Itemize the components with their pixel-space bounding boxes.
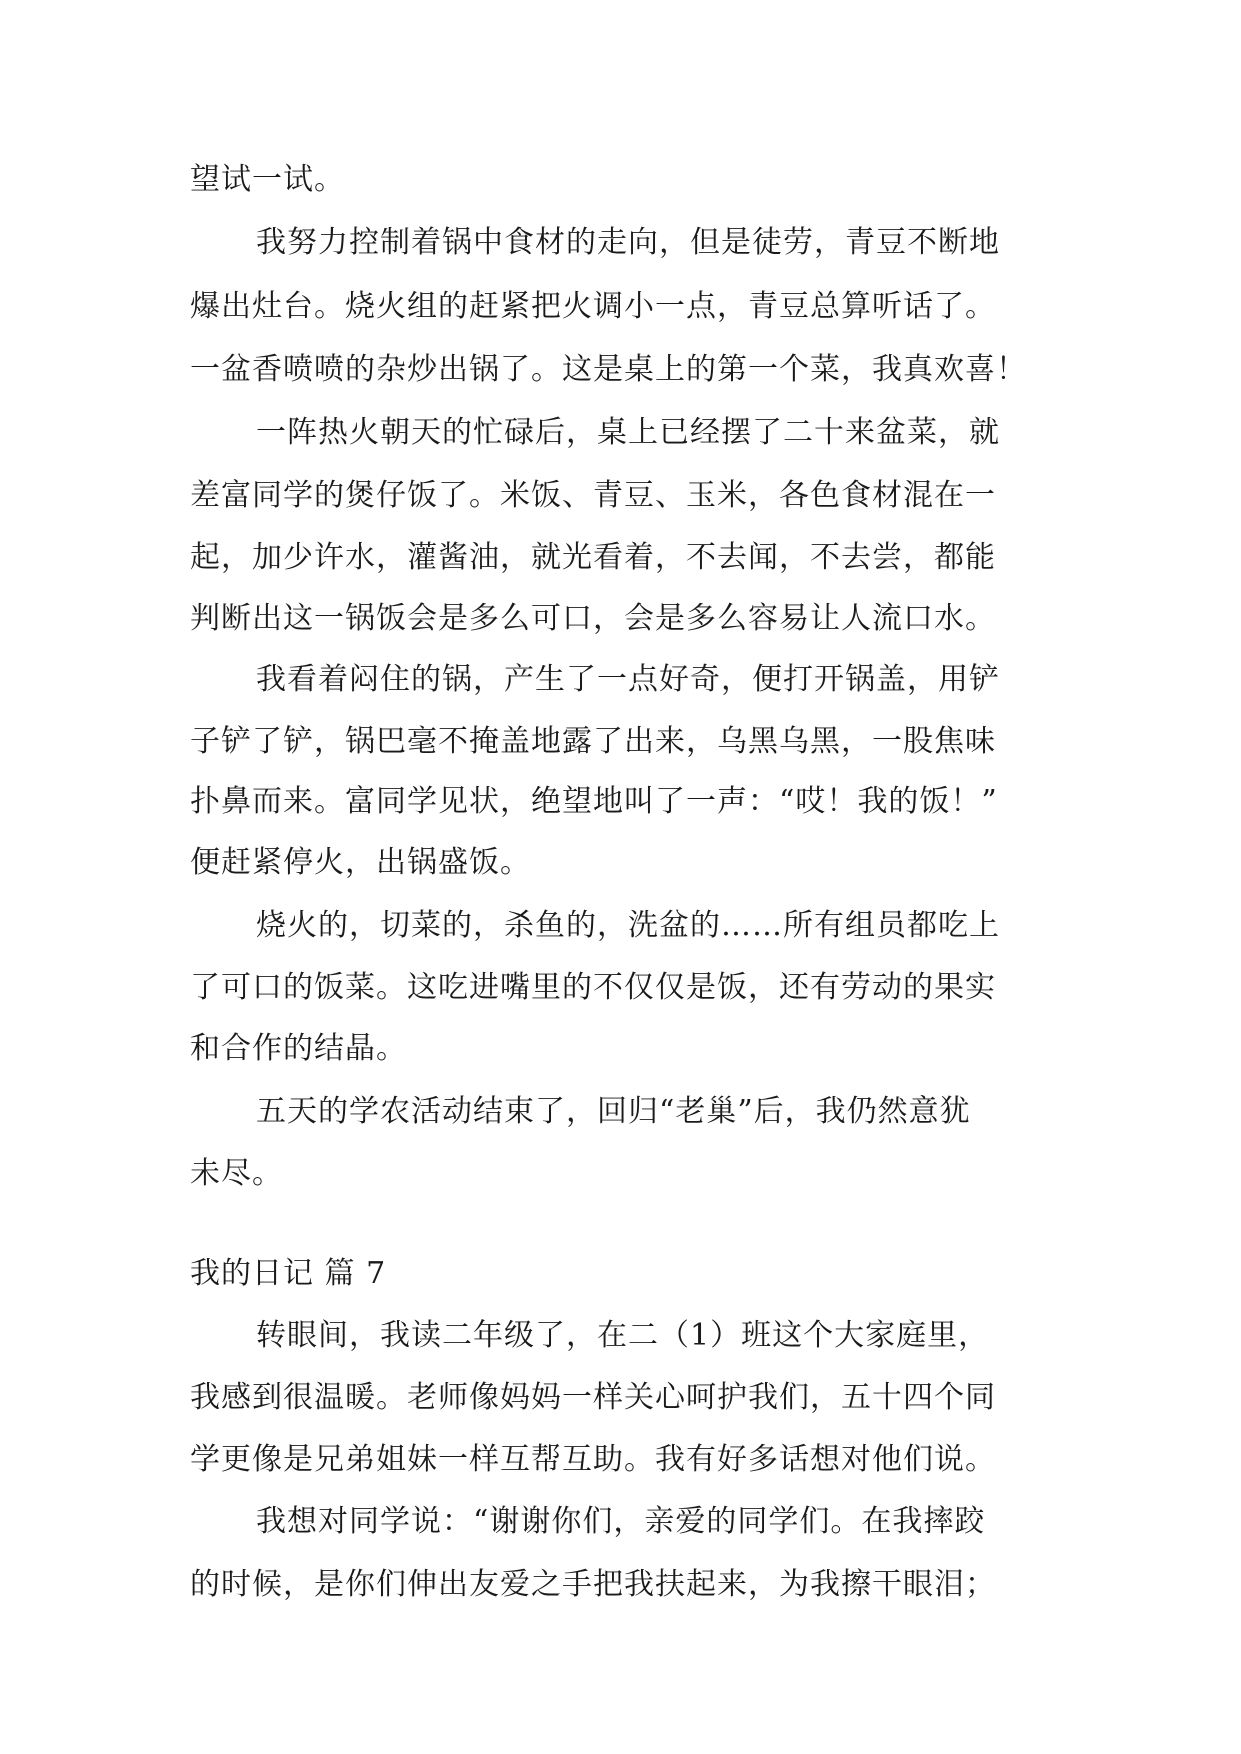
text-line: 便赶紧停火，出锅盛饭。 <box>190 845 531 880</box>
paragraph-start-line: 烧火的，切菜的，杀鱼的，洗盆的……所有组员都吃上 <box>256 908 1000 943</box>
paragraph-start-line: 我想对同学说：“谢谢你们，亲爱的同学们。在我摔跤 <box>256 1504 986 1539</box>
text-line: 扑鼻而来。富同学见状，绝望地叫了一声：“哎！我的饭！” <box>190 784 998 819</box>
paragraph-start-line: 转眼间，我读二年级了，在二（1）班这个大家庭里， <box>256 1318 990 1353</box>
paragraph-start-line: 我看着闷住的锅，产生了一点好奇，便打开锅盖，用铲 <box>256 662 1000 697</box>
text-line: 望试一试。 <box>190 162 345 197</box>
text-line: 和合作的结晶。 <box>190 1031 407 1066</box>
paragraph-start-line: 五天的学农活动结束了，回归“老巢”后，我仍然意犹 <box>256 1094 971 1129</box>
text-line: 一盆香喷喷的杂炒出锅了。这是桌上的第一个菜，我真欢喜！ <box>190 352 1027 387</box>
section-heading: 我的日记 篇 7 <box>190 1256 387 1291</box>
text-line: 起，加少许水，灌酱油，就光看着，不去闻，不去尝，都能 <box>190 540 996 575</box>
paragraph-start-line: 我努力控制着锅中食材的走向，但是徒劳，青豆不断地 <box>256 225 1000 260</box>
text-line: 差富同学的煲仔饭了。米饭、青豆、玉米，各色食材混在一 <box>190 478 996 513</box>
text-line: 未尽。 <box>190 1156 283 1191</box>
text-line: 爆出灶台。烧火组的赶紧把火调小一点，青豆总算听话了。 <box>190 289 996 324</box>
text-line: 判断出这一锅饭会是多么可口，会是多么容易让人流口水。 <box>190 601 996 636</box>
text-line: 子铲了铲，锅巴毫不掩盖地露了出来，乌黑乌黑，一股焦味 <box>190 724 996 759</box>
text-line: 我感到很温暖。老师像妈妈一样关心呵护我们，五十四个同 <box>190 1380 996 1415</box>
text-line: 了可口的饭菜。这吃进嘴里的不仅仅是饭，还有劳动的果实 <box>190 970 996 1005</box>
text-line: 的时候，是你们伸出友爱之手把我扶起来，为我擦干眼泪； <box>190 1567 996 1602</box>
paragraph-start-line: 一阵热火朝天的忙碌后，桌上已经摆了二十来盆菜，就 <box>256 415 1000 450</box>
text-line: 学更像是兄弟姐妹一样互帮互助。我有好多话想对他们说。 <box>190 1442 996 1477</box>
